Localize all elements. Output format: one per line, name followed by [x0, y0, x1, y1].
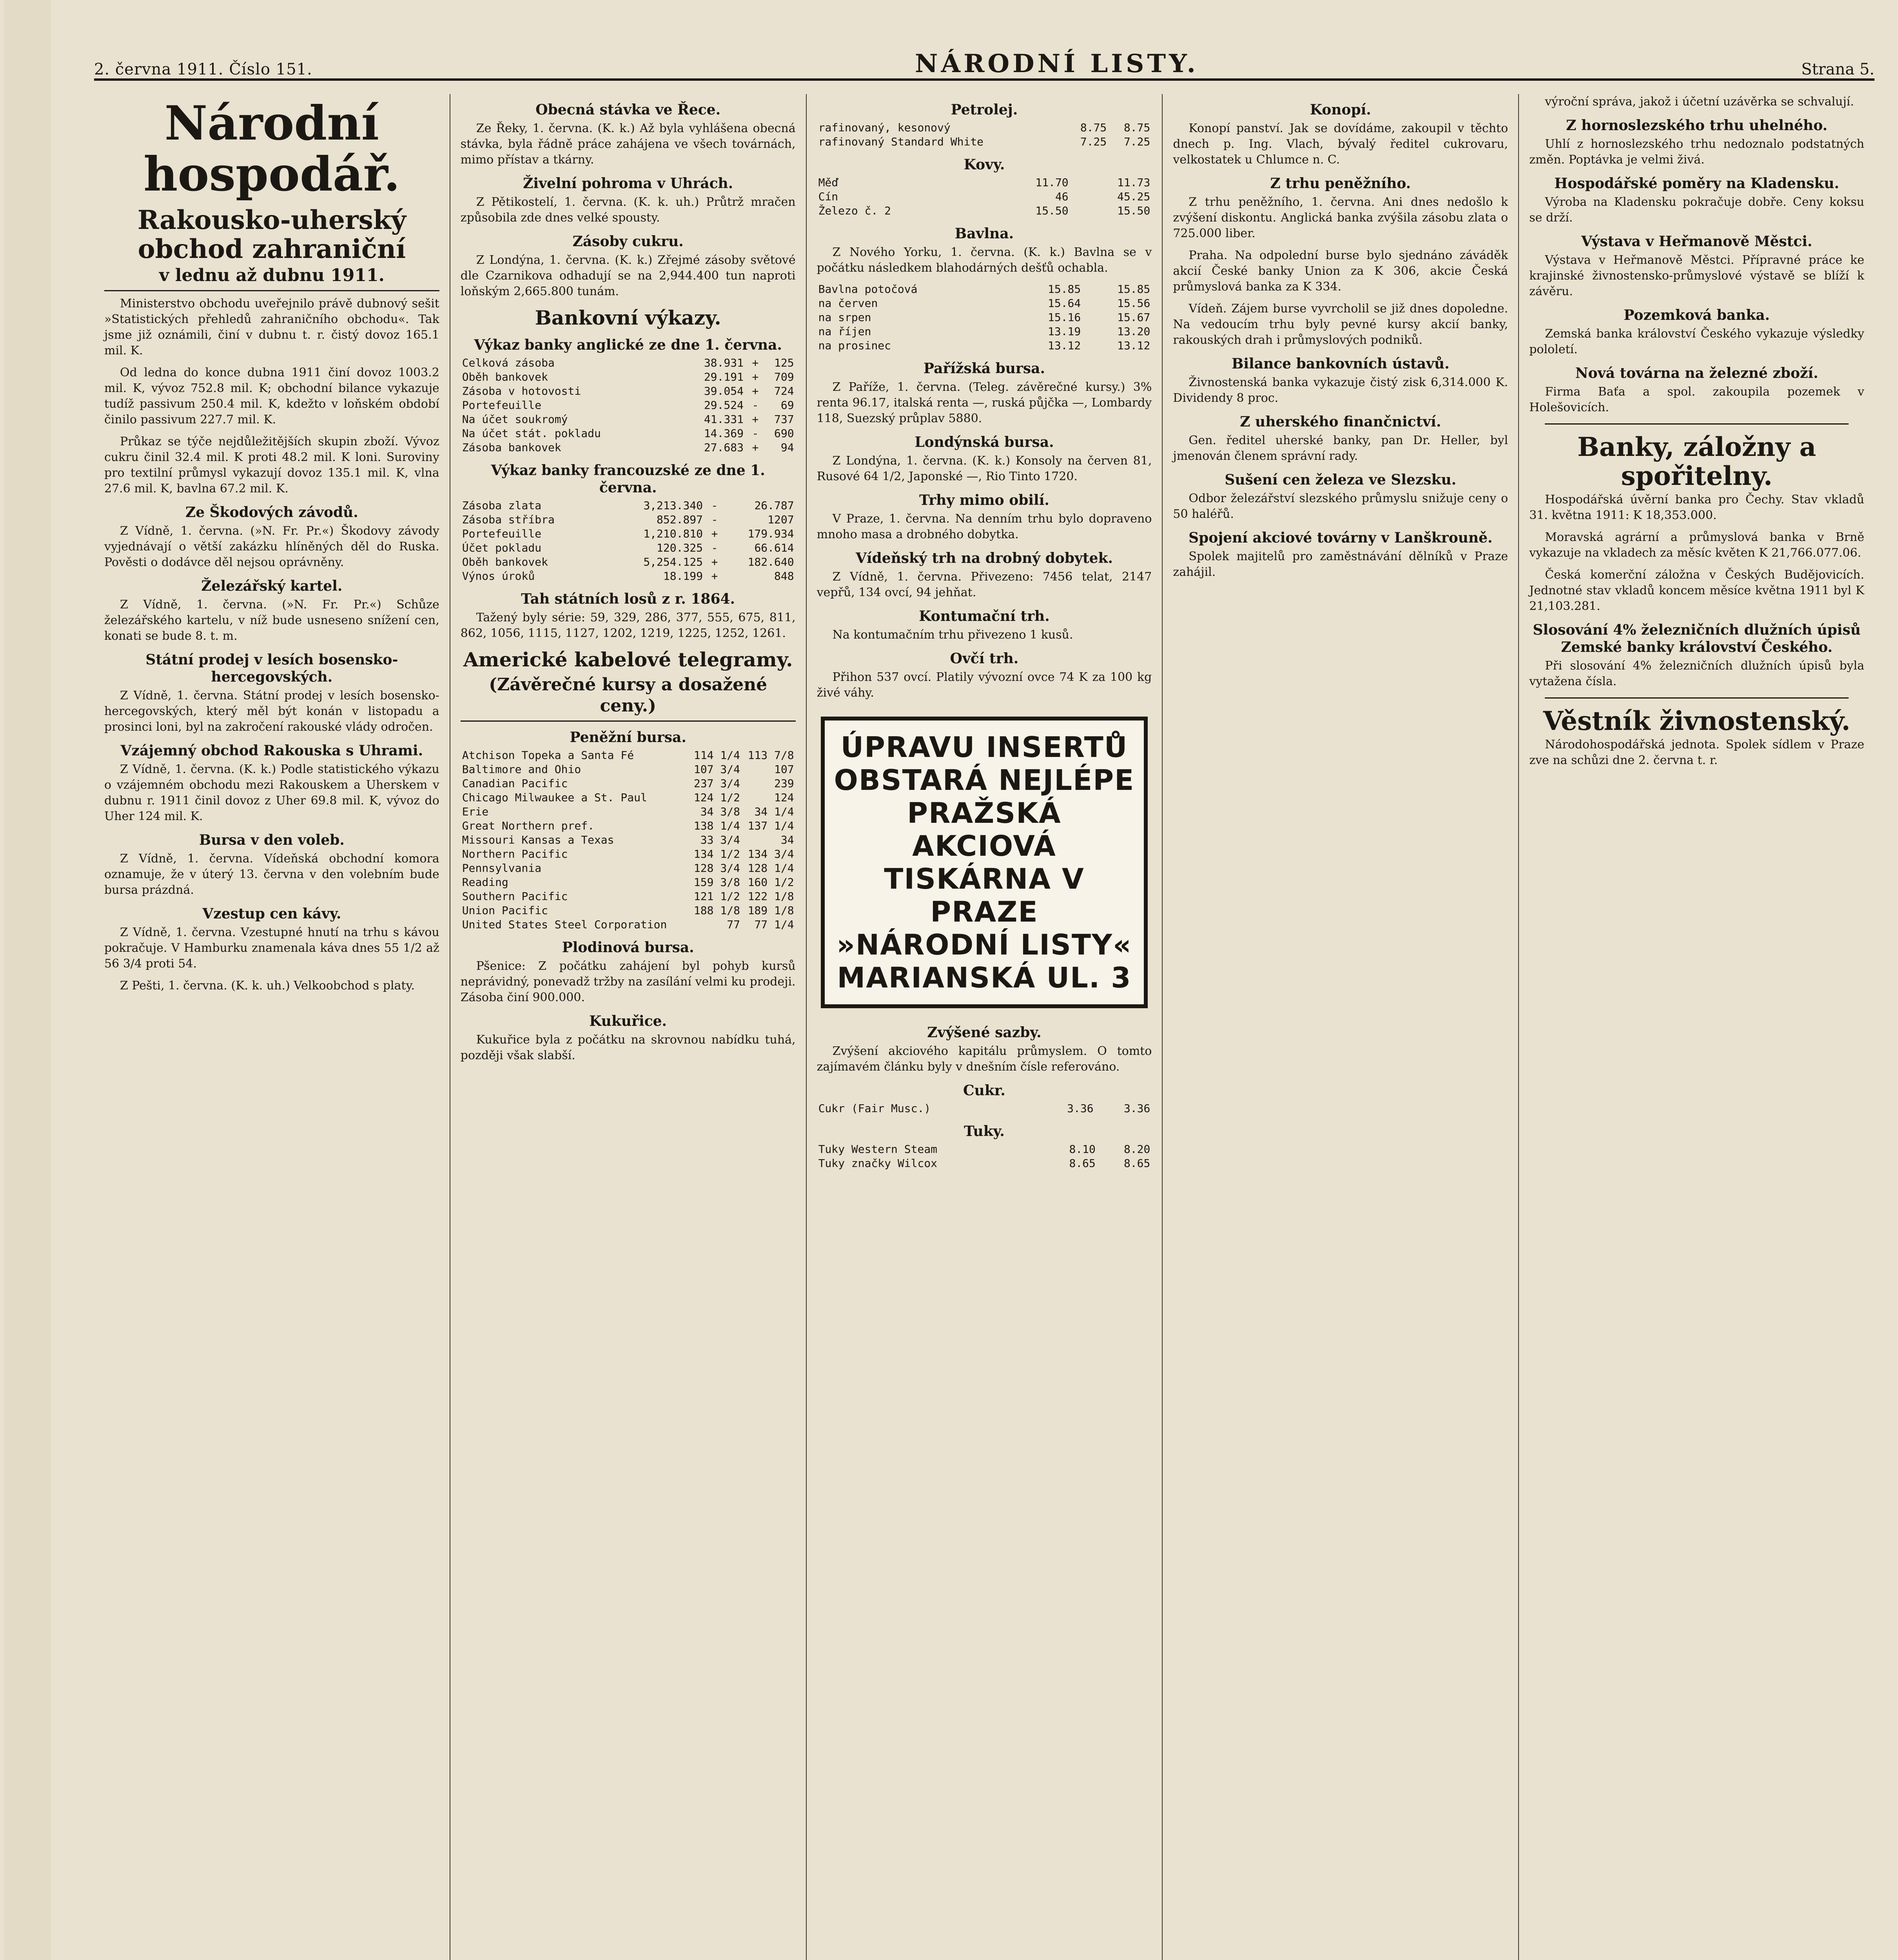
article-heading: Plodinová bursa.: [562, 939, 694, 956]
section-divider: [1545, 697, 1849, 699]
article-heading: Zásoby cukru.: [572, 233, 684, 250]
table-row: Na účet soukromý 41.331 + 737: [462, 413, 794, 426]
article-paragraph: Odbor železářství slezského průmyslu snižuje ceny o 50 haléřů.: [1173, 492, 1508, 521]
article-paragraph: Ze Řeky, 1. června. (K. k.) Až byla vyhlášena obecná stávka, byla řádně práce zahájena ve všech továrnách, mimo přístav a tkárny.: [460, 122, 796, 167]
table-row: Chicago Milwaukee a St. Paul 124 1/2 124: [462, 791, 794, 804]
table-row: United States Steel Corporation 77 77 1/4: [462, 918, 794, 931]
column-2: [450, 94, 806, 1960]
article-heading: Bilance bankovních ústavů.: [1231, 356, 1450, 372]
article-heading: Americké kabelové telegramy.: [463, 648, 793, 671]
table-row: Southern Pacific 121 1/2 122 1/8: [462, 890, 794, 903]
article-paragraph: Hospodářská úvěrní banka pro Čechy. Stav vkladů 31. května 1911: K 18,353.000.: [1529, 493, 1864, 522]
article-paragraph: Z Pešti, 1. června. (K. k. uh.) Velkoobchod s platy.: [120, 979, 415, 993]
article-paragraph: Průkaz se týče nejdůležitějších skupin zboží. Vývoz cukru činil 32.4 mil. K proti 48.2 mil. K loni. Suroviny pro textilní průmysl vykazují dovoz 135.1 mil. K, vlna 27.6 mil. K, bavlna 67.2 mil. K.: [104, 435, 439, 495]
article-heading: Slosování 4% železničních dlužních úpisů Zemské banky království Českého.: [1533, 622, 1861, 655]
article-heading: Státní prodej v lesích bosensko-hercegovských.: [145, 652, 398, 685]
table-row: Atchison Topeka a Santa Fé 114 1/4 113 7/8: [462, 749, 794, 762]
article-heading: Živelní pohroma v Uhrách.: [523, 175, 733, 192]
article-paragraph: Výstava v Heřmanově Městci. Přípravné práce ke krajinské živnostensko-průmyslové výstavě se blíží k závěru.: [1529, 253, 1864, 298]
header-date-issue: 2. června 1911. Číslo 151.: [94, 60, 312, 78]
article-heading: Železářský kartel.: [201, 578, 343, 594]
article-paragraph: Národohospodářská jednota. Spolek sídlem v Praze zve na schůzi dne 2. června t. r.: [1529, 738, 1864, 767]
table-row: Účet pokladu 120.325 - 66.614: [462, 541, 794, 554]
table-row: Železo č. 2 15.50 15.50: [818, 204, 1150, 217]
table-title: Výkaz banky anglické ze dne 1. června.: [474, 337, 782, 353]
article-heading: Peněžní bursa.: [570, 729, 686, 746]
article-heading: Bavlna.: [954, 225, 1014, 242]
cotton-table: [817, 282, 1152, 353]
article-paragraph: Z Vídně, 1. června. Vídeňská obchodní komora oznamuje, že v úterý 13. června v den volebním bude bursa prázdná.: [104, 852, 439, 897]
article-heading: Obecná stávka ve Řece.: [535, 102, 721, 118]
article-paragraph: Moravská agrární a průmyslová banka v Brně vykazuje na vkladech za měsíc květen K 21,766.077.06.: [1529, 530, 1864, 560]
article-paragraph: Konopí panství. Jak se dovídáme, zakoupil v těchto dnech p. Ing. Vlach, bývalý ředitel cukrovaru, velkostatek u Chlumce n. C.: [1173, 122, 1508, 167]
article-paragraph: Praha. Na odpolední burse bylo sjednáno záváděk akcií České banky Union za K 306, akcie Česká průmyslová banka za K 334.: [1173, 249, 1508, 294]
article-paragraph: Z Londýna, 1. června. (K. k.) Konsoly na červen 81, Rusové 64 1/2, Japonské —, Rio Tinto 1720.: [817, 454, 1152, 483]
article-heading: Petrolej.: [951, 102, 1018, 118]
article-heading: Bursa v den voleb.: [199, 832, 345, 848]
article-heading: Ze Škodových závodů.: [185, 504, 358, 521]
table-row: Měď 11.70 11.73: [818, 176, 1150, 189]
ad-line: ÚPRAVU INSERTŮ: [840, 731, 1128, 764]
table-row: Bavlna potočová 15.85 15.85: [818, 283, 1150, 296]
article-heading: Vzájemný obchod Rakouska s Uhrami.: [120, 742, 423, 759]
article-paragraph: Z Vídně, 1. června. (»N. Fr. Pr.«) Schůze železářského kartelu, v níž bude usneseno snížení cen, konati se bude 8. t. m.: [104, 598, 439, 643]
article-paragraph: Z Pětikostelí, 1. června. (K. k. uh.) Průtrž mračen způsobila zde dnes velké spousty.: [460, 195, 796, 225]
article-paragraph: Spolek majitelů pro zaměstnávání dělníků v Praze zahájil.: [1173, 550, 1508, 579]
article-heading: Z trhu peněžního.: [1270, 175, 1411, 192]
table-row: na říjen 13.19 13.20: [818, 325, 1150, 338]
article-paragraph: Zvýšení akciového kapitálu průmyslem. O tomto zajímavém článku byly v dnešním čísle referováno.: [817, 1044, 1152, 1074]
column-4: [1162, 94, 1518, 1960]
printing-house-advertisement: [821, 717, 1148, 1008]
article-paragraph: Od ledna do konce dubna 1911 činí dovoz 1003.2 mil. K, vývoz 752.8 mil. K; obchodní bilance vykazuje tudíž passivum 250.4 mil. K, kdežto v loňském období činilo passivum 227.7 mil. K.: [104, 366, 439, 426]
table-row: Baltimore and Ohio 107 3/4 107: [462, 763, 794, 776]
article-paragraph: Pšenice: Z počátku zahájení byl pohyb kursů neprávidný, ponevadž tržby na zasílání velmi ku prodeji. Zásoba činí 900.000.: [460, 959, 796, 1004]
ad-line: OBSTARÁ NEJLÉPE: [834, 764, 1135, 797]
table-row: na srpen 15.16 15.67: [818, 311, 1150, 324]
table-row: Northern Pacific 134 1/2 134 3/4: [462, 848, 794, 860]
table-row: Cín 46 45.25: [818, 190, 1150, 203]
article-paragraph: Z Vídně, 1. června. (»N. Fr. Pr.«) Škodovy závody vyjednávají o větší zakázku hlíněných děl do Ruska. Pověsti o dodávce děl nejsou oprávněny.: [104, 524, 439, 569]
table-row: Pennsylvania 128 3/4 128 1/4: [462, 862, 794, 875]
article-heading: Zvýšené sazby.: [927, 1024, 1042, 1041]
sugar-table: [817, 1102, 1152, 1116]
table-row: Union Pacific 188 1/8 189 1/8: [462, 904, 794, 917]
article-heading: Kontumační trh.: [919, 608, 1050, 624]
article-heading: Vídeňský trh na drobný dobytek.: [855, 550, 1113, 566]
table-row: Portefeuille 29.524 - 69: [462, 399, 794, 412]
page-header: [94, 43, 1874, 81]
table-row: Zásoba stříbra 852.897 - 1207: [462, 513, 794, 526]
section-divider: [1545, 423, 1849, 425]
stock-quotes-table: [461, 748, 796, 932]
article-heading: Cukr.: [963, 1082, 1005, 1099]
article-paragraph: V Praze, 1. června. Na denním trhu bylo dopraveno mnoho masa a drobného dobytka.: [817, 512, 1152, 541]
article-heading: Vzestup cen kávy.: [202, 906, 341, 922]
article-paragraph: Při slosování 4% železničních dlužních úpisů byla vytažena čísla.: [1529, 659, 1864, 688]
article-paragraph: Z Vídně, 1. června. Přivezeno: 7456 telat, 2147 vepřů, 134 ovcí, 94 jehňat.: [817, 570, 1152, 599]
table-row: Cukr (Fair Musc.) 3.36 3.36: [818, 1102, 1150, 1115]
article-paragraph: Česká komerční záložna v Českých Budějovicích. Jednotné stav vkladů koncem měsíce května 1911 byl K 21,103.281.: [1529, 568, 1864, 613]
column-1: [94, 94, 450, 1960]
article-heading: Z uherského finančnictví.: [1240, 414, 1441, 430]
table-row: na červen 15.64 15.56: [818, 297, 1150, 310]
article-paragraph: Zemská banka království Českého vykazuje výsledky pololetí.: [1529, 327, 1864, 356]
section-title: Národní hospodář.: [143, 96, 400, 202]
table-row: Erie 34 3/8 34 1/4: [462, 805, 794, 818]
page-number: Strana 5.: [1801, 60, 1874, 78]
table-row: Zásoba bankovek 27.683 + 94: [462, 441, 794, 454]
table-row: Tuky značky Wilcox 8.65 8.65: [818, 1157, 1150, 1170]
article-heading: Konopí.: [1310, 102, 1371, 118]
article-heading: Kukuřice.: [589, 1013, 667, 1029]
table-row: Výnos úroků 18.199 + 848: [462, 570, 794, 583]
ad-line: TISKÁRNA V PRAZE: [884, 862, 1085, 928]
table-row: Canadian Pacific 237 3/4 239: [462, 777, 794, 790]
article-paragraph: Z Vídně, 1. června. Státní prodej v lesích bosensko-hercegovských, který měl být konán v listopadu a prosinci loni, byl na zakročení rakouské vlády odročen.: [104, 689, 439, 734]
article-heading: Nová továrna na železné zboží.: [1575, 365, 1818, 381]
article-heading: Pařížská bursa.: [923, 360, 1045, 377]
table-row: Tuky Western Steam 8.10 8.20: [818, 1143, 1150, 1156]
article-heading: Kovy.: [964, 156, 1005, 173]
table-row: Great Northern pref. 138 1/4 137 1/4: [462, 819, 794, 832]
article-heading: Z hornoslezského trhu uhelného.: [1566, 117, 1827, 134]
table-row: Missouri Kansas a Texas 33 3/4 34: [462, 833, 794, 846]
article-paragraph: Z Vídně, 1. června. Vzestupné hnutí na trhu s kávou pokračuje. V Hamburku znamenala káva dnes 55 1/2 až 56 3/4 proti 54.: [104, 926, 439, 971]
article-heading: Londýnská bursa.: [915, 434, 1054, 450]
article-subtitle: (Závěrečné kursy a dosažené ceny.): [461, 674, 796, 722]
article-paragraph: Tažený byly série: 59, 329, 286, 377, 555, 675, 811, 862, 1056, 1115, 1127, 1202, 1219, 1225, 1252, 1261.: [460, 611, 796, 640]
section-heading: Banky, záložny a spořitelny.: [1577, 432, 1816, 491]
table-row: Oběh bankovek 29.191 + 709: [462, 370, 794, 383]
bank-france-table: [461, 499, 796, 583]
article-subtitle: v lednu až dubnu 1911.: [104, 265, 439, 291]
article-paragraph: Z Vídně, 1. června. (K. k.) Podle statistického výkazu o vzájemném obchodu mezi Rakouskem a Uherskem v dubnu r. 1911 činil dovoz z Uher 69.8 mil. K, vývoz do Uher 124 mil. K.: [104, 762, 439, 823]
newspaper-masthead: NÁRODNÍ LISTY.: [915, 49, 1199, 78]
article-columns: [94, 94, 1874, 1960]
ad-line: »NÁRODNÍ LISTY«: [836, 928, 1132, 961]
ad-line: MARIANSKÁ UL. 3: [837, 961, 1132, 994]
table-row: rafinovaný, kesonový 8.75 8.75: [818, 121, 1150, 134]
article-heading: Trhy mimo obilí.: [919, 492, 1049, 508]
article-paragraph: Na kontumačním trhu přivezeno 1 kusů.: [832, 628, 1073, 642]
section-heading: Věstník živnostenský.: [1543, 706, 1851, 736]
article-paragraph: Z Nového Yorku, 1. června. (K. k.) Bavlna se v počátku následkem blahodárných dešťů ochabla.: [817, 245, 1152, 275]
ad-line: PRAŽSKÁ AKCIOVÁ: [907, 797, 1062, 862]
table-row: Zásoba zlata 3,213.340 - 26.787: [462, 499, 794, 512]
table-row: rafinovaný Standard White 7.25 7.25: [818, 135, 1150, 148]
article-paragraph: výroční správa, jakož i účetní uzávěrka se schvalují.: [1545, 95, 1854, 109]
article-heading: Sušení cen železa ve Slezsku.: [1225, 472, 1457, 488]
table-title: Výkaz banky francouzské ze dne 1. června.: [491, 462, 765, 496]
article-paragraph: Z Londýna, 1. června. (K. k.) Zřejmé zásoby světové dle Czarnikova odhadují se na 2,944.400 tun naproti loňským 2,665.800 tunám.: [460, 253, 796, 298]
article-paragraph: Výroba na Kladensku pokračuje dobře. Ceny koksu se drží.: [1529, 195, 1864, 225]
article-paragraph: Přihon 537 ovcí. Platily vývozní ovce 74 K za 100 kg živé váhy.: [817, 670, 1152, 700]
article-paragraph: Ministerstvo obchodu uveřejnilo právě dubnový sešit »Statistických přehledů zahraničního obchodu«. Tak jsme již oznámili, činí v dubnu t. r. čistý dovoz 165.1 mil. K.: [104, 297, 439, 358]
article-heading: Pozemková banka.: [1624, 307, 1770, 323]
metals-table: [817, 176, 1152, 218]
petroleum-table: [817, 121, 1152, 149]
table-row: na prosinec 13.12 13.12: [818, 339, 1150, 352]
article-heading: Spojení akciové továrny v Lanškrouně.: [1189, 530, 1493, 546]
fats-table: [817, 1142, 1152, 1171]
column-3: [806, 94, 1162, 1960]
table-row: Zásoba v hotovosti 39.054 + 724: [462, 385, 794, 397]
article-heading: Bankovní výkazy.: [535, 306, 721, 329]
table-row: Oběh bankovek 5,254.125 + 182.640: [462, 555, 794, 568]
table-row: Na účet stát. pokladu 14.369 - 690: [462, 427, 794, 440]
article-paragraph: Uhlí z hornoslezského trhu nedoznalo podstatných změn. Poptávka je velmi živá.: [1529, 137, 1864, 167]
bank-england-table: [461, 356, 796, 455]
article-heading: Ovčí trh.: [950, 650, 1019, 667]
column-5: [1518, 94, 1874, 1960]
article-paragraph: Kukuřice byla z počátku na skrovnou nabídku tuhá, později však slabší.: [460, 1033, 796, 1062]
article-paragraph: Gen. ředitel uherské banky, pan Dr. Heller, byl jmenován členem správní rady.: [1173, 434, 1508, 463]
article-paragraph: Vídeň. Zájem burse vyvrcholil se již dnes dopoledne. Na vedoucím trhu byly pevné kursy akcií banky, rakouských drah i průmyslových podniků.: [1173, 302, 1508, 347]
table-row: Portefeuille 1,210.810 + 179.934: [462, 527, 794, 540]
article-paragraph: Živnostenská banka vykazuje čistý zisk 6,314.000 K. Dividendy 8 proc.: [1173, 376, 1508, 405]
table-row: Reading 159 3/8 160 1/2: [462, 876, 794, 889]
article-heading: Výstava v Heřmanově Městci.: [1581, 233, 1813, 250]
article-paragraph: Firma Baťa a spol. zakoupila pozemek v Holešovicích.: [1529, 385, 1864, 414]
article-paragraph: Z Paříže, 1. června. (Teleg. závěrečné kursy.) 3% renta 96.17, italská renta —, ruská půjčka —, Lombardy 118, Suezský průplav 5880.: [817, 380, 1152, 425]
article-heading: Hospodářské poměry na Kladensku.: [1554, 175, 1839, 192]
binding-margin: [4, 0, 51, 1960]
table-row: Celková zásoba 38.931 + 125: [462, 356, 794, 369]
article-title: Rakousko-uherský obchod zahraniční: [137, 205, 406, 264]
article-heading: Tuky.: [964, 1123, 1005, 1140]
article-heading: Tah státních losů z r. 1864.: [521, 591, 735, 607]
article-paragraph: Z trhu peněžního, 1. června. Ani dnes nedošlo k zvýšení diskontu. Anglická banka zvýšila zásobu zlata o 725.000 liber.: [1173, 195, 1508, 240]
